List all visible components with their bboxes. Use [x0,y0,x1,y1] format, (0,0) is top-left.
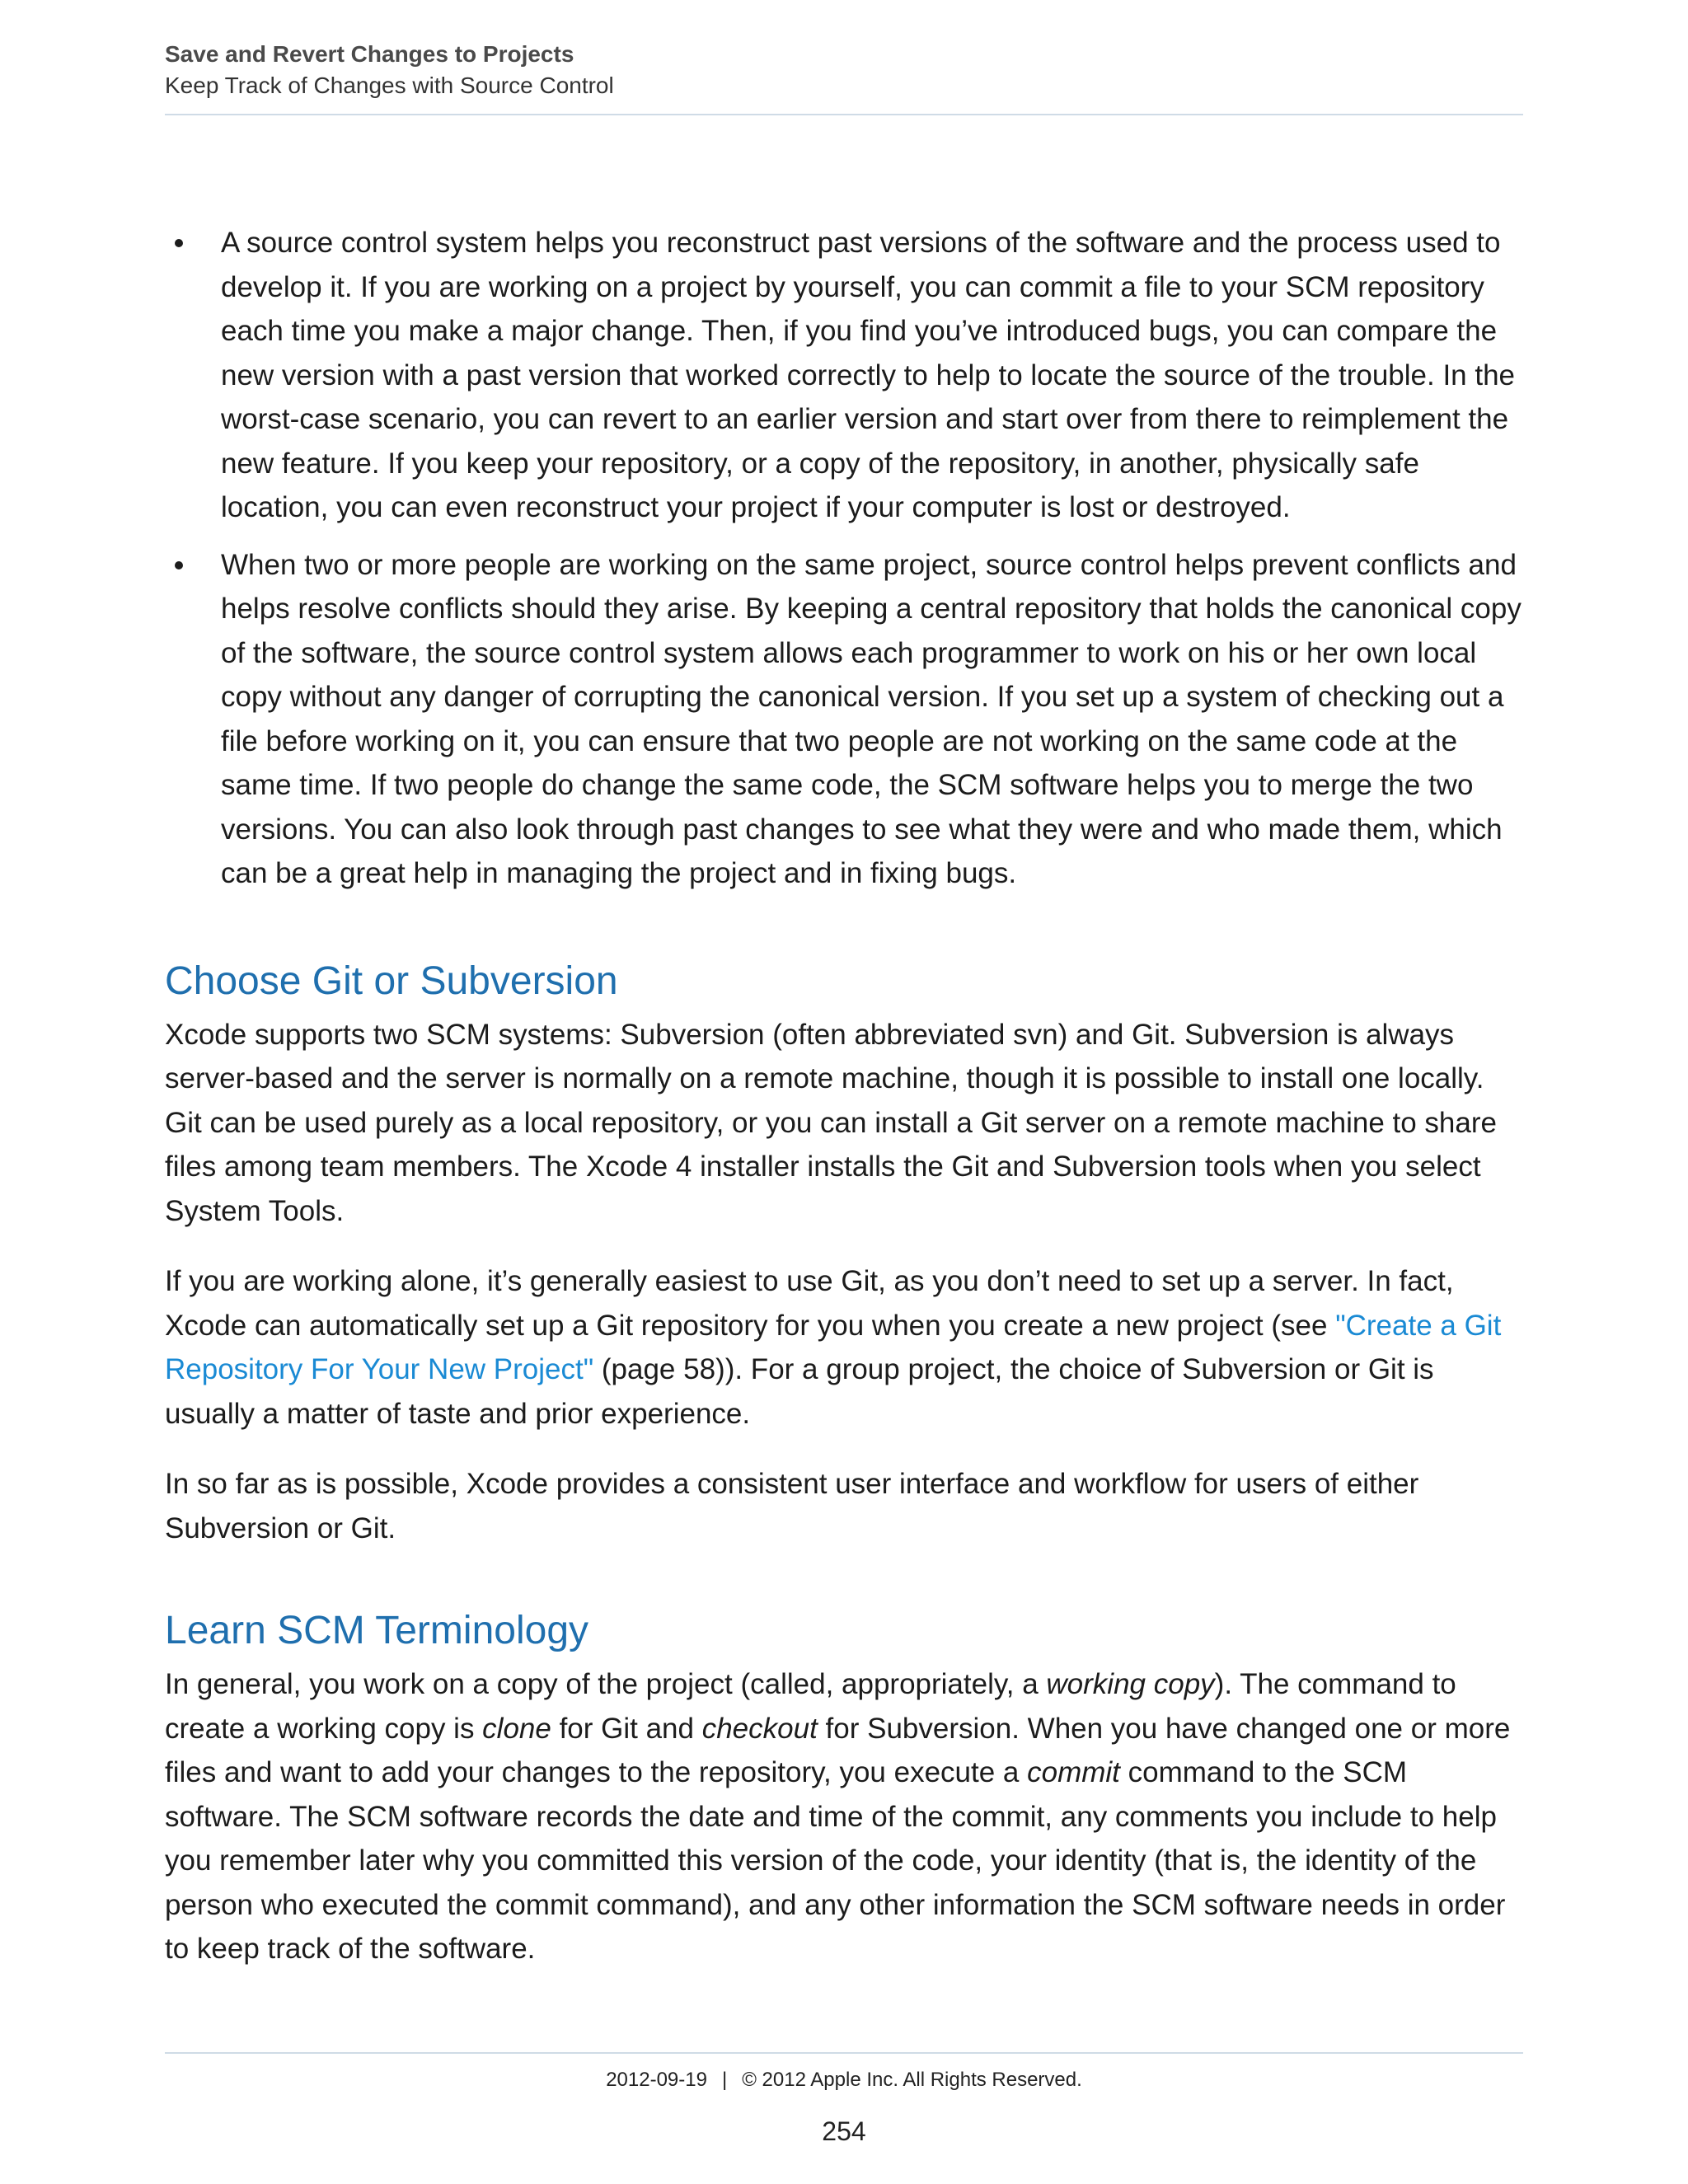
term-working-copy: working copy [1046,1668,1215,1700]
footer-divider [165,2052,1523,2054]
term-checkout: checkout [701,1712,818,1745]
paragraph: In so far as is possible, Xcode provides a consistent user interface and workflow for users of either Subversion or Git. [165,1468,1419,1544]
paragraph-text: for Subversion. When you have changed one or more files and want to add your changes to the repository, you execute a [165,1712,1511,1788]
paragraph-text: ). The command to create a working copy is [165,1668,1456,1745]
paragraph-text: (page 58)). For a group project, the choice of Subversion or Git is usually a matter of taste and prior experience. [165,1353,1434,1430]
term-clone: clone [482,1712,551,1745]
paragraph-text: for Git and [551,1712,702,1745]
bullet-icon [175,239,183,247]
cross-reference-link[interactable]: "Create a Git Repository For Your New Project" [165,1309,1502,1385]
footer-separator: | [721,2069,728,2091]
heading-learn-scm-terminology: Learn SCM Terminology [165,1609,589,1652]
bullet-text: A source control system helps you reconstruct past versions of the software and the process used to develop it. If you are working on a project by yourself, you can commit a file to your SCM repository each time you make a major change. Then, if you find you’ve introduced bugs, you can compare the new version with a past version that worked correctly to help to locate the source of the trouble. In the worst-case scenario, you can revert to an earlier version and start over from there to reimplement the new feature. If you keep your repository, or a copy of the repository, in another, physically safe location, you can even reconstruct your project if your computer is lost or destroyed. [221,227,1516,523]
bullet-icon [175,561,183,569]
list-item [165,221,1523,530]
term-commit: commit [1027,1756,1120,1788]
running-header [165,40,1523,102]
paragraph: Xcode supports two SCM systems: Subversion (often abbreviated svn) and Git. Subversion is always server-based and the server is normally on a remote machine, though it is possible to install one locally. Git can be used purely as a local repository, or you can install a Git server on a remote machine to share files among team members. The Xcode 4 installer installs the Git and Subversion tools when you select System Tools. [165,1018,1497,1227]
paragraph-text: command to the SCM software. The SCM software records the date and time of the commit, any comments you include to help you remember later why you committed this version of the code, your identity (that is, the identity of the person who executed the commit command), and any other information the SCM software needs in order to keep track of the software. [165,1756,1506,1965]
paragraph-text: In general, you work on a copy of the project (called, appropriately, a [165,1668,1047,1700]
bullet-text: When two or more people are working on the same project, source control helps prevent conflicts and helps resolve conflicts should they arise. By keeping a central repository that holds the canonical copy of the software, the source control system allows each programmer to work on his or her own local copy without any danger of corrupting the canonical version. If you set up a system of checking out a file before working on it, you can ensure that two people are not working on the same code at the same time. If two people do change the same code, the SCM software helps you to merge the two versions. You can also look through past changes to see what they were and who made them, which can be a great help in managing the project and in fixing bugs. [221,548,1522,889]
list-item [165,543,1523,896]
chapter-title: Save and Revert Changes to Projects [165,41,574,67]
page-footer [0,2067,1688,2093]
main-content [165,221,1523,1998]
paragraph-text: If you are working alone, it’s generally easiest to use Git, as you don’t need to set up a server. In fact, Xcode can automatically set up a Git repository for you when you create a new project (see [165,1265,1454,1342]
header-divider [165,114,1523,115]
bullet-list [165,221,1523,896]
paragraph [165,1662,1523,1971]
heading-choose-git-or-subversion: Choose Git or Subversion [165,958,618,1003]
section-title: Keep Track of Changes with Source Control [165,73,614,98]
footer-date: 2012-09-19 [606,2069,707,2091]
footer-copyright: © 2012 Apple Inc. All Rights Reserved. [742,2069,1082,2091]
page-number: 254 [822,2116,866,2146]
paragraph [165,1259,1523,1436]
